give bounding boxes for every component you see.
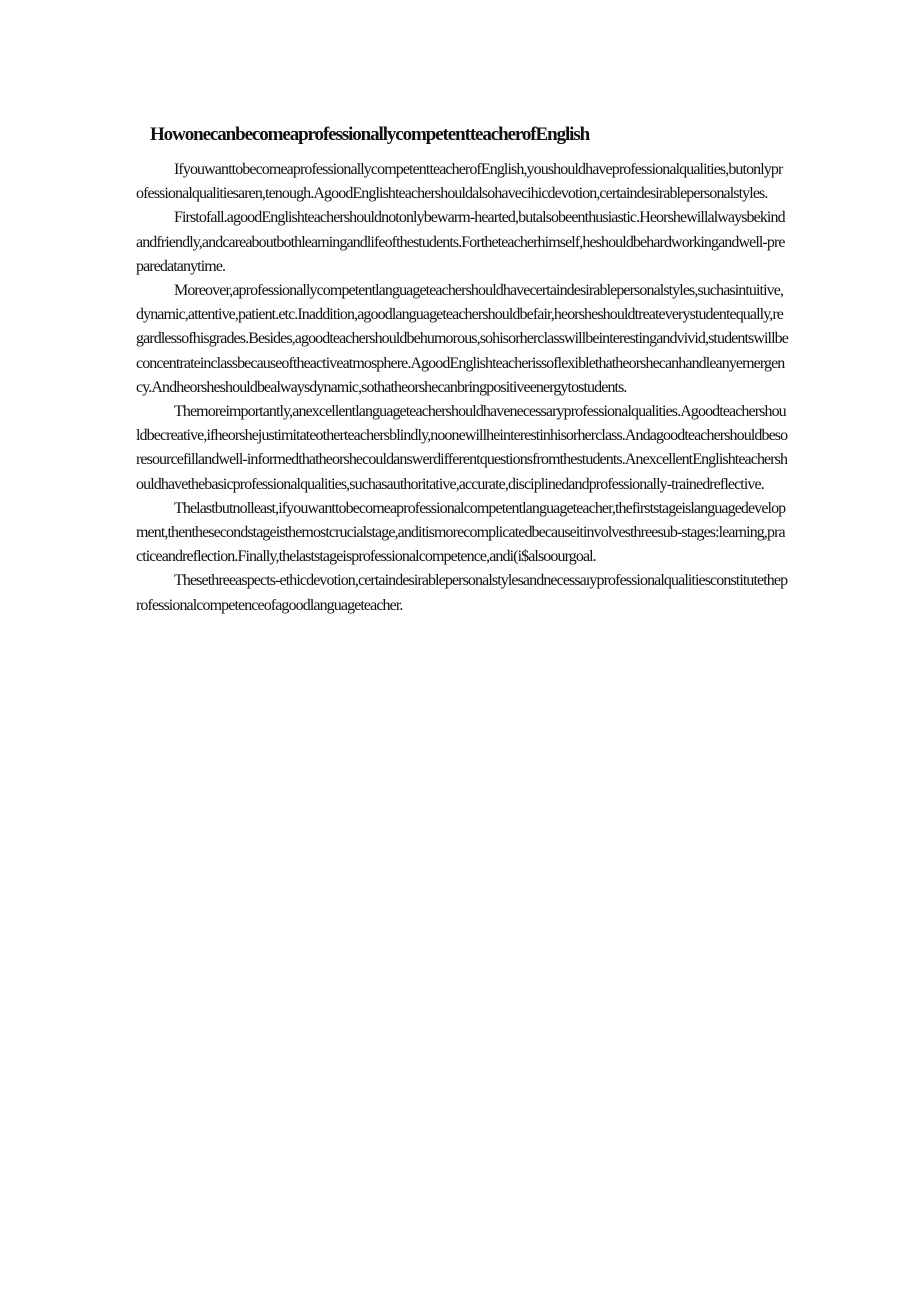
document-title: HowonecanbecomeaprofessionallycompetentteacherofEnglish (150, 124, 590, 145)
paragraph-more-importantly: Themoreimportantly,anexcellentlanguageteachershouldhavenecessaryprofessionalqualities.Agoodteachershouldbecreative,ifheorshejustimitateotherteachersblindly,noonewillheinterestinhisorherclass.Andagoodteachershouldbesoresourcefillandwell-informedthatheorshecouldanswerdifferentquestionsfromthestudents.AnexcellentEnglishteachershouldhavethebasicprofessionalqualities,suchasauthoritative,accurate,disciplinedandprofessionally-trainedreflective. (136, 403, 788, 493)
paragraph-intro: IfyouwanttobecomeaprofessionallycompetentteacherofEnglish,youshouldhaveprofessionalqualities,butonlyprofessionalqualitiesaren,tenough.AgoodEnglishteachershouldalsohavecihicdevotion,certaindesirablepersonalstyles. (136, 161, 783, 203)
paragraph-last-but-not-least: Thelastbutnolleast,ifyouwanttobecomeaprofessionalcompetentlanguageteacher,thefirststageislanguagedevelopment,thenthesecondstageisthemostcrucialstage,anditismorecomplicatedbecauseitinvolvesthreesub-stages:learning,practiceandreflection.Finally,thelaststageisprofessionalcompetence,andi(i$alsoourgoal. (136, 499, 786, 566)
document-body (136, 122, 788, 618)
paragraph-first-of-all: Firstofall.agoodEnglishteachershouldnotonlybewarm-hearted,butalsobeenthusiastic.Heorshewillalwaysbekindandfriendly,andcareaboutbothlearningandlifeofthestudents.Fortheteacherhimself,heshouldbehardworkingandwell-preparedatanytime. (136, 209, 785, 275)
paragraph-moreover: Moreover,aprofessionallycompetentlanguageteachershouldhavecertaindesirablepersonalstyles,suchasintuitive,dynamic,attentive,patient.etc.Inaddition,agoodlanguageteachershouldbefair,heorsheshouldtreateverystudentequally,regardlessofhisgrades.Besides,agoodteachershouldbehumorous,sohisorherclasswillbeinterestingandvivid,studentswillbeconcentrateinclassbecauseoftheactiveatmosphere.AgoodEnglishteacherissoflexiblethatheorshecanhandleanyemergency.Andheorsheshouldbealwaysdynamic,sothatheorshecanbringpositiveenergytostudents. (136, 282, 788, 396)
paragraph-conclusion: Thesethreeaspects-ethicdevotion,certaindesirablepersonalstylesandnecessaıyprofessionalqualitiesconstitutetheprofessionalcompetenceofagoodlanguageteacher. (136, 572, 788, 614)
